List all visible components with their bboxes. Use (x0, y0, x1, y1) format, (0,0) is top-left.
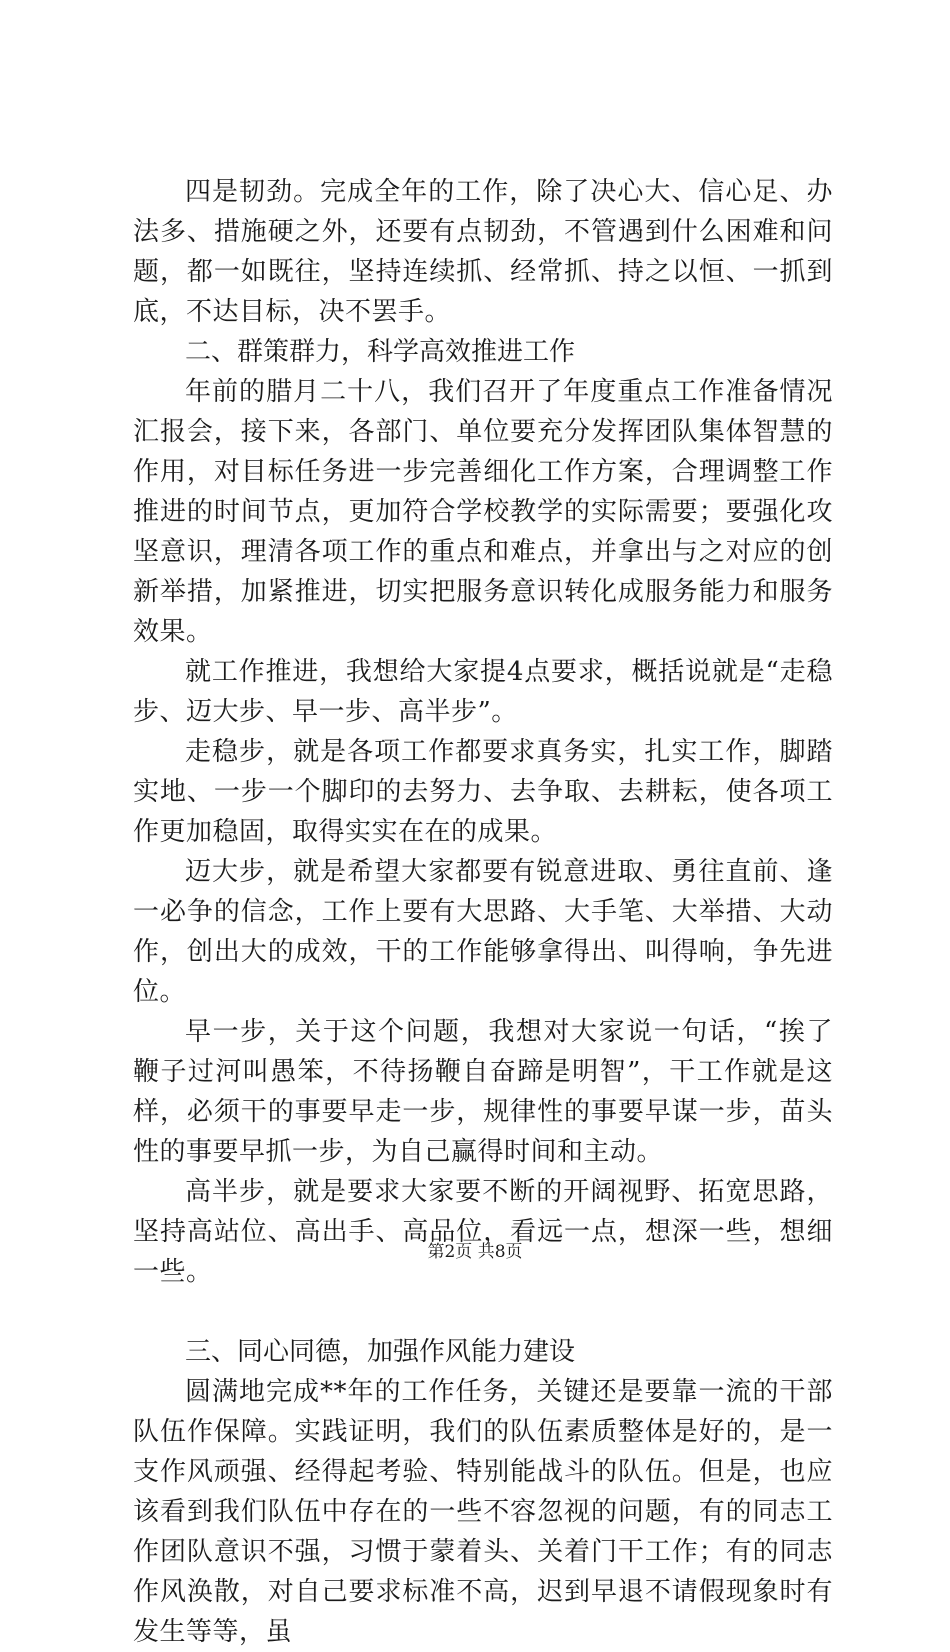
paragraph-toughness: 四是韧劲。完成全年的工作，除了决心大、信心足、办法多、措施硬之外，还要有点韧劲，不管遇到什么困难和问题，都一如既往，坚持连续抓、经常抓、持之以恒、一抓到底，不达目标，决不罢手。 (133, 177, 833, 327)
paragraph-gap (133, 1292, 833, 1332)
document-body (133, 172, 833, 1652)
paragraph-four-requirements: 就工作推进，我想给大家提4点要求，概括说就是“走稳步、迈大步、早一步、高半步”。 (133, 657, 833, 727)
paragraph-early-step: 早一步，关于这个问题，我想对大家说一句话，“挨了鞭子过河叫愚笨，不待扬鞭自奋蹄是明智”，干工作就是这样，必须干的事要早走一步，规律性的事要早谋一步，苗头性的事要早抓一步，为自己赢得时间和主动。 (133, 1017, 833, 1167)
page-number-footer: 第2页 共8页 (427, 1242, 523, 1262)
paragraph-team-building: 圆满地完成**年的工作任务，关键还是要靠一流的干部队伍作保障。实践证明，我们的队伍素质整体是好的，是一支作风顽强、经得起考验、特别能战斗的队伍。但是，也应该看到我们队伍中存在的一些不容忽视的问题，有的同志工作团队意识不强，习惯于蒙着头、关着门干工作；有的同志作风涣散，对自己要求标准不高，迟到早退不请假现象时有发生等等，虽 (133, 1377, 833, 1647)
paragraph-big-step: 迈大步，就是希望大家都要有锐意进取、勇往直前、逢一必争的信念，工作上要有大思路、大手笔、大举措、大动作，创出大的成效，干的工作能够拿得出、叫得响，争先进位。 (133, 857, 833, 1007)
section-heading-3: 三、同心同德，加强作风能力建设 (185, 1337, 576, 1367)
section-heading-2: 二、群策群力，科学高效推进工作 (185, 337, 576, 367)
paragraph-steady-step: 走稳步，就是各项工作都要求真务实，扎实工作，脚踏实地、一步一个脚印的去努力、去争取、去耕耘，使各项工作更加稳固，取得实实在在的成果。 (133, 737, 833, 847)
paragraph-half-step-higher: 高半步，就是要求大家要不断的开阔视野、拓宽思路，坚持高站位、高出手、高品位，看远一点，想深一些，想细一些。 (133, 1177, 833, 1287)
paragraph-work-meeting: 年前的腊月二十八，我们召开了年度重点工作准备情况汇报会，接下来，各部门、单位要充分发挥团队集体智慧的作用，对目标任务进一步完善细化工作方案，合理调整工作推进的时间节点，更加符合学校教学的实际需要；要强化攻坚意识，理清各项工作的重点和难点，并拿出与之对应的创新举措，加紧推进，切实把服务意识转化成服务能力和服务效果。 (133, 377, 833, 647)
